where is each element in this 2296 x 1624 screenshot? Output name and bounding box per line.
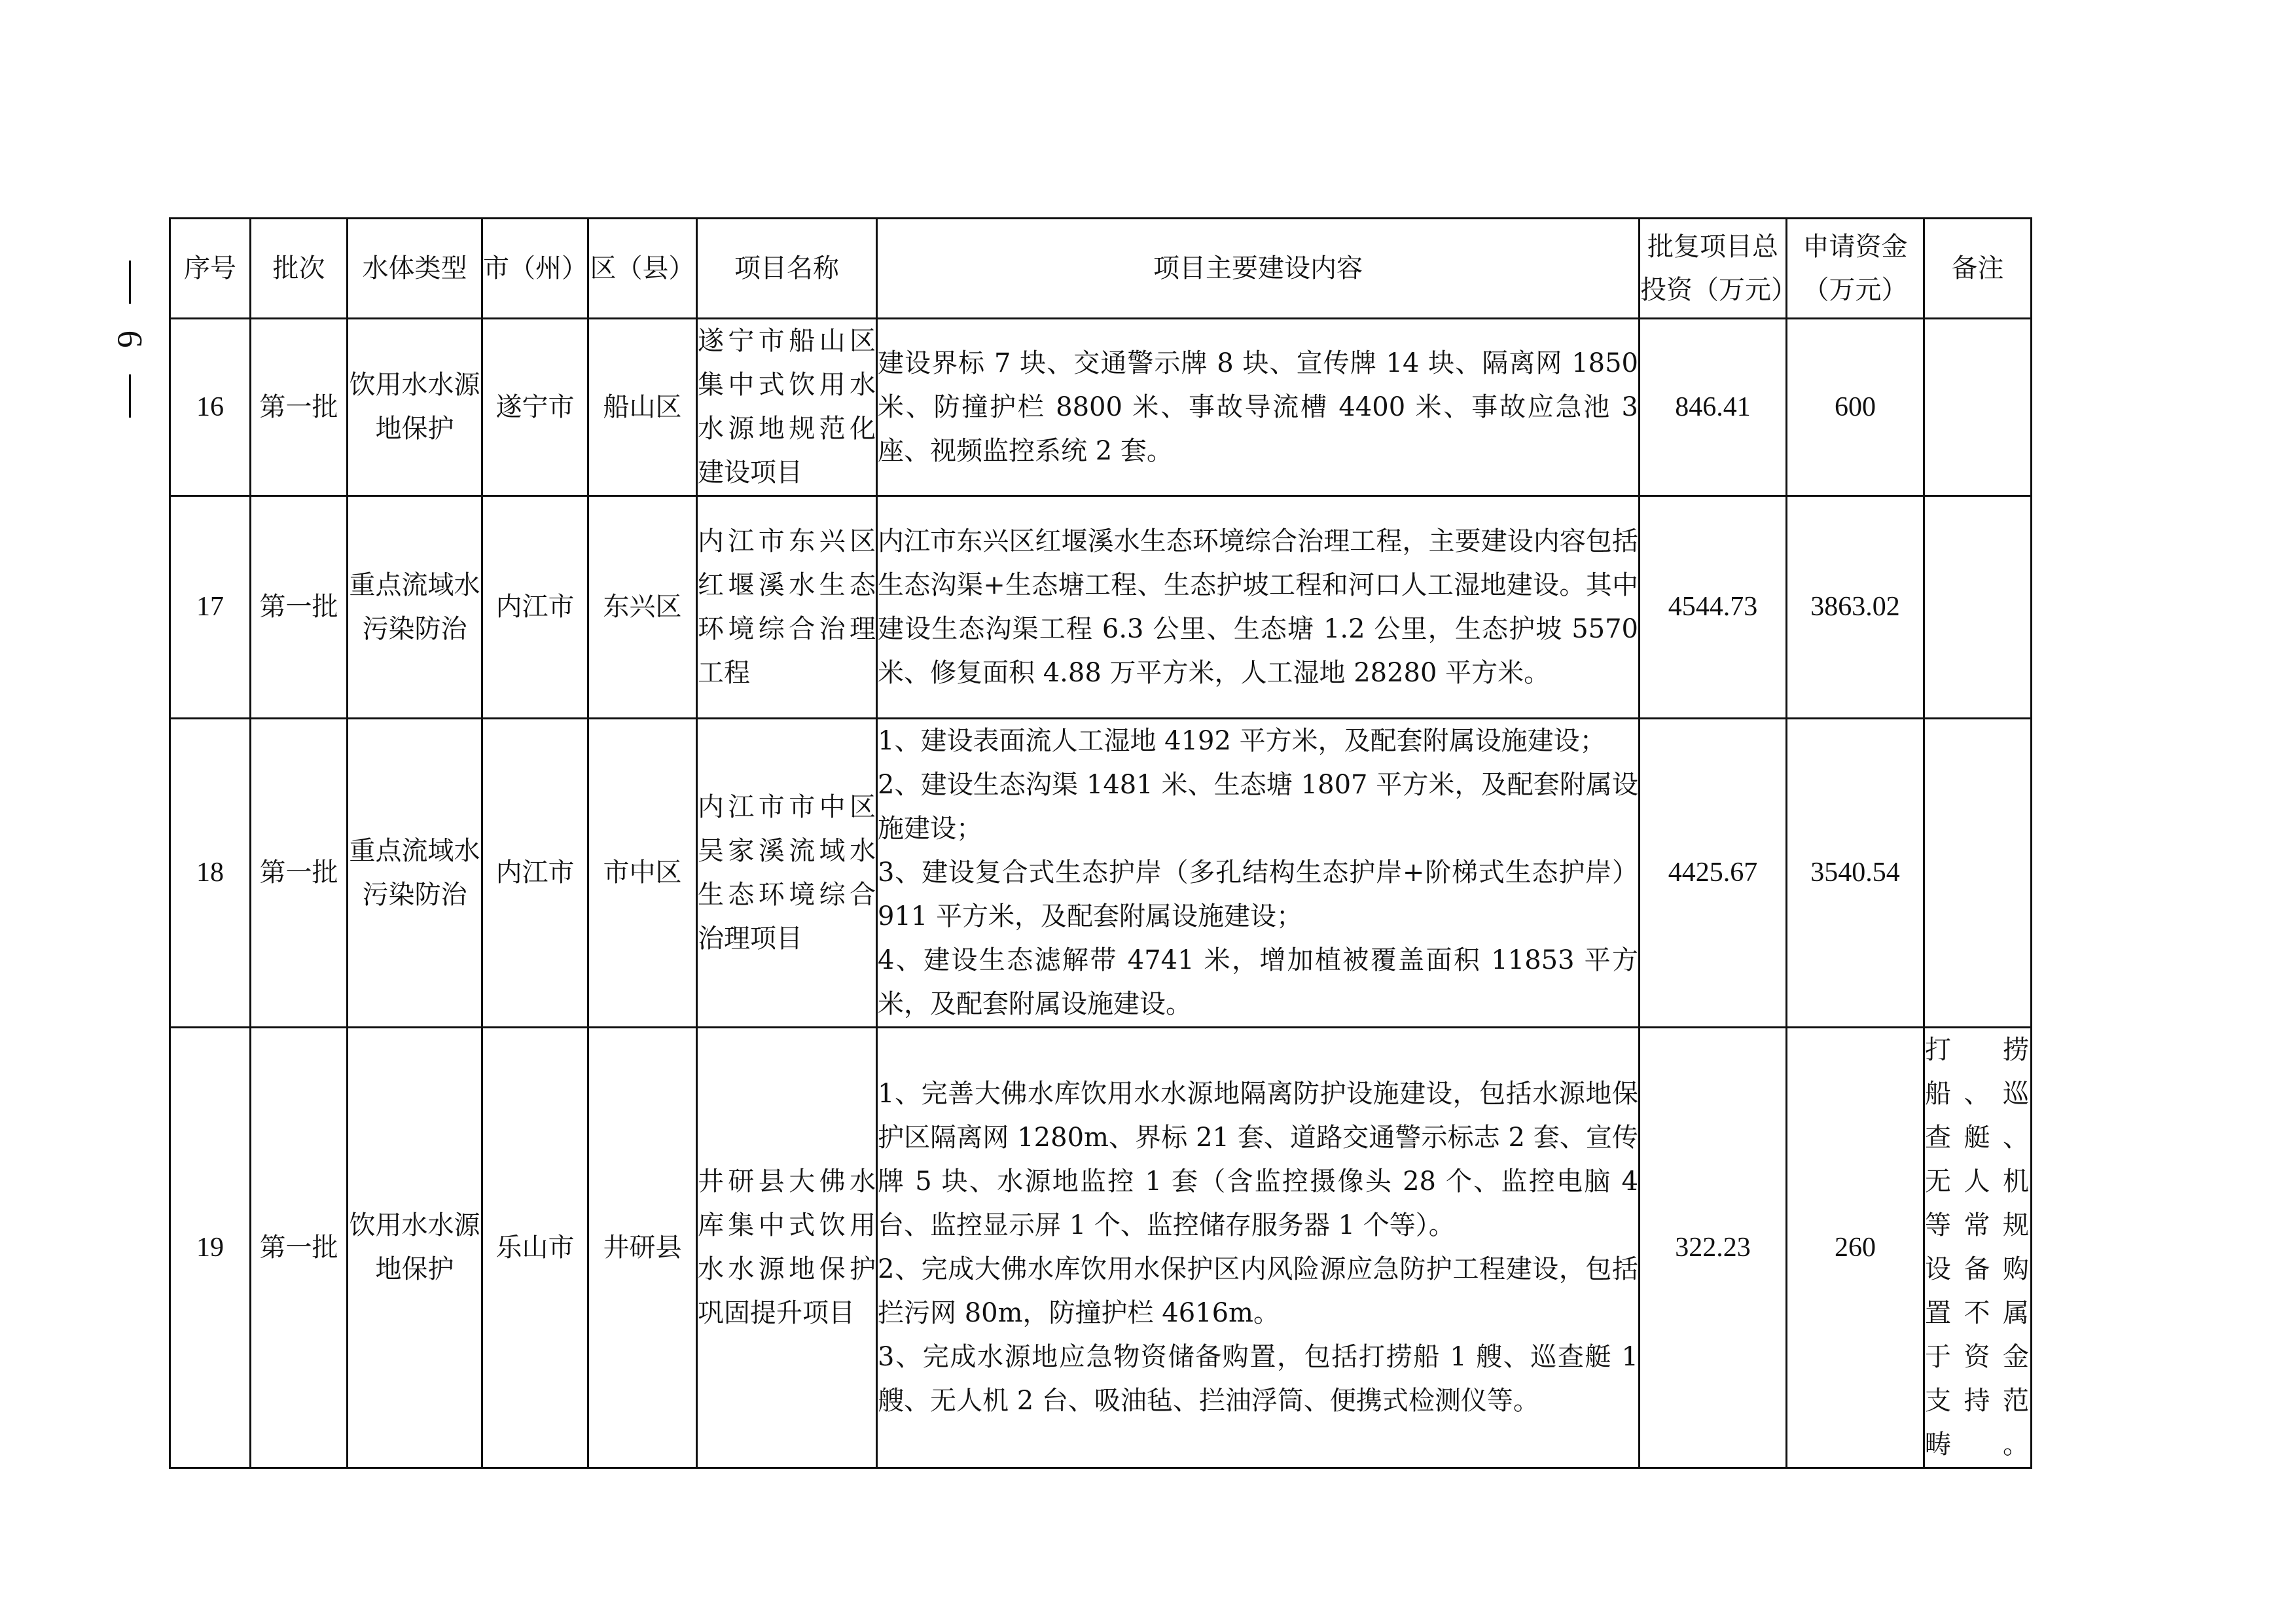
header-total-investment-line1: 批复项目总 <box>1647 232 1778 262</box>
row-project-name: 井研县大佛水库集中式饮用水水源地保护巩固提升项目 <box>697 1028 877 1468</box>
row-water-type: 饮用水水源地保护 <box>348 319 482 496</box>
header-requested-funds-line2: （万元） <box>1803 275 1908 305</box>
row-total-investment: 4544.73 <box>1640 496 1787 719</box>
content-item: 3、建设复合式生态护岸（多孔结构生态护岸+阶梯式生态护岸）911 平方米，及配套附属设施建设； <box>878 857 1638 931</box>
row-district: 市中区 <box>588 719 697 1028</box>
header-batch: 批次 <box>251 219 348 319</box>
row-batch: 第一批 <box>251 319 348 496</box>
row-requested-funds: 260 <box>1787 1028 1924 1468</box>
row-content: 内江市东兴区红堰溪水生态环境综合治理工程，主要建设内容包括生态沟渠+生态塘工程、生态护坡工程和河口人工湿地建设。其中建设生态沟渠工程 6.3 公里、生态塘 1.2 公里，生态护坡 5570 米、修复面积 4.88 万平方米，人工湿地 28280 平方米。 <box>877 496 1640 719</box>
row-city: 内江市 <box>482 496 588 719</box>
row-index: 17 <box>170 496 251 719</box>
header-water-type: 水体类型 <box>348 219 482 319</box>
row-index: 19 <box>170 1028 251 1468</box>
page-number-marker <box>110 261 149 418</box>
row-city: 遂宁市 <box>482 319 588 496</box>
row-water-type: 重点流域水污染防治 <box>348 719 482 1028</box>
content-item: 1、建设表面流人工湿地 4192 平方米，及配套附属设施建设； <box>878 726 1606 756</box>
row-batch: 第一批 <box>251 496 348 719</box>
row-index: 18 <box>170 719 251 1028</box>
row-district: 船山区 <box>588 319 697 496</box>
content-item: 4、建设生态滤解带 4741 米，增加植被覆盖面积 11853 平方米，及配套附属设施建设。 <box>878 945 1638 1019</box>
table-row <box>170 319 2032 496</box>
row-water-type: 饮用水水源地保护 <box>348 1028 482 1468</box>
header-requested-funds <box>1787 219 1924 319</box>
table-row <box>170 496 2032 719</box>
content-item: 2、完成大佛水库饮用水保护区内风险源应急防护工程建设，包括拦污网 80m，防撞护栏 4616m。 <box>878 1254 1638 1328</box>
header-index: 序号 <box>170 219 251 319</box>
page-number-dash-top <box>129 261 131 304</box>
row-requested-funds: 600 <box>1787 319 1924 496</box>
row-requested-funds: 3863.02 <box>1787 496 1924 719</box>
header-city: 市（州） <box>482 219 588 319</box>
row-district: 井研县 <box>588 1028 697 1468</box>
header-total-investment-line2: 投资（万元） <box>1640 275 1797 305</box>
content-item: 2、建设生态沟渠 1481 米、生态塘 1807 平方米，及配套附属设施建设； <box>878 770 1638 844</box>
project-table <box>169 217 2032 1469</box>
content-item: 1、完善大佛水库饮用水水源地隔离防护设施建设，包括水源地保护区隔离网 1280m、界标 21 套、道路交通警示标志 2 套、宣传牌 5 块、水源地监控 1 套（含监控摄像头 28 个、监控电脑 4 台、监控显示屏 1 个、监控储存服务器 1 个等）。 <box>878 1079 1638 1240</box>
header-content: 项目主要建设内容 <box>877 219 1640 319</box>
row-project-name: 遂宁市船山区集中式饮用水水源地规范化建设项目 <box>697 319 877 496</box>
row-total-investment: 322.23 <box>1640 1028 1787 1468</box>
page-number: 6 <box>110 330 149 348</box>
row-remarks <box>1924 719 2032 1028</box>
table-row <box>170 719 2032 1028</box>
row-remarks: 打捞船、巡查艇、无人机等常规设备购置不属于资金支持范畴。 <box>1924 1028 2032 1468</box>
row-content: 建设界标 7 块、交通警示牌 8 块、宣传牌 14 块、隔离网 1850 米、防撞护栏 8800 米、事故导流槽 4400 米、事故应急池 3 座、视频监控系统 2 套。 <box>877 319 1640 496</box>
row-content <box>877 1028 1640 1468</box>
row-batch: 第一批 <box>251 1028 348 1468</box>
row-index: 16 <box>170 319 251 496</box>
content-item: 3、完成水源地应急物资储备购置，包括打捞船 1 艘、巡查艇 1 艘、无人机 2 台、吸油毡、拦油浮筒、便携式检测仪等。 <box>878 1342 1638 1416</box>
page-number-dash-bottom <box>129 374 131 418</box>
header-district: 区（县） <box>588 219 697 319</box>
header-total-investment <box>1640 219 1797 319</box>
row-city: 内江市 <box>482 719 588 1028</box>
row-total-investment: 4425.67 <box>1640 719 1787 1028</box>
table-row <box>170 1028 2032 1468</box>
row-remarks <box>1924 496 2032 719</box>
header-project-name: 项目名称 <box>697 219 877 319</box>
table-header-row <box>170 219 2032 319</box>
row-remarks <box>1924 319 2032 496</box>
row-requested-funds: 3540.54 <box>1787 719 1924 1028</box>
header-remarks: 备注 <box>1924 219 2032 319</box>
row-total-investment: 846.41 <box>1640 319 1787 496</box>
header-requested-funds-line1: 申请资金 <box>1803 232 1908 262</box>
row-content <box>877 719 1640 1028</box>
row-project-name: 内江市东兴区红堰溪水生态环境综合治理工程 <box>697 496 877 719</box>
row-project-name: 内江市市中区吴家溪流域水生态环境综合治理项目 <box>697 719 877 1028</box>
row-water-type: 重点流域水污染防治 <box>348 496 482 719</box>
row-district: 东兴区 <box>588 496 697 719</box>
row-city: 乐山市 <box>482 1028 588 1468</box>
row-batch: 第一批 <box>251 719 348 1028</box>
